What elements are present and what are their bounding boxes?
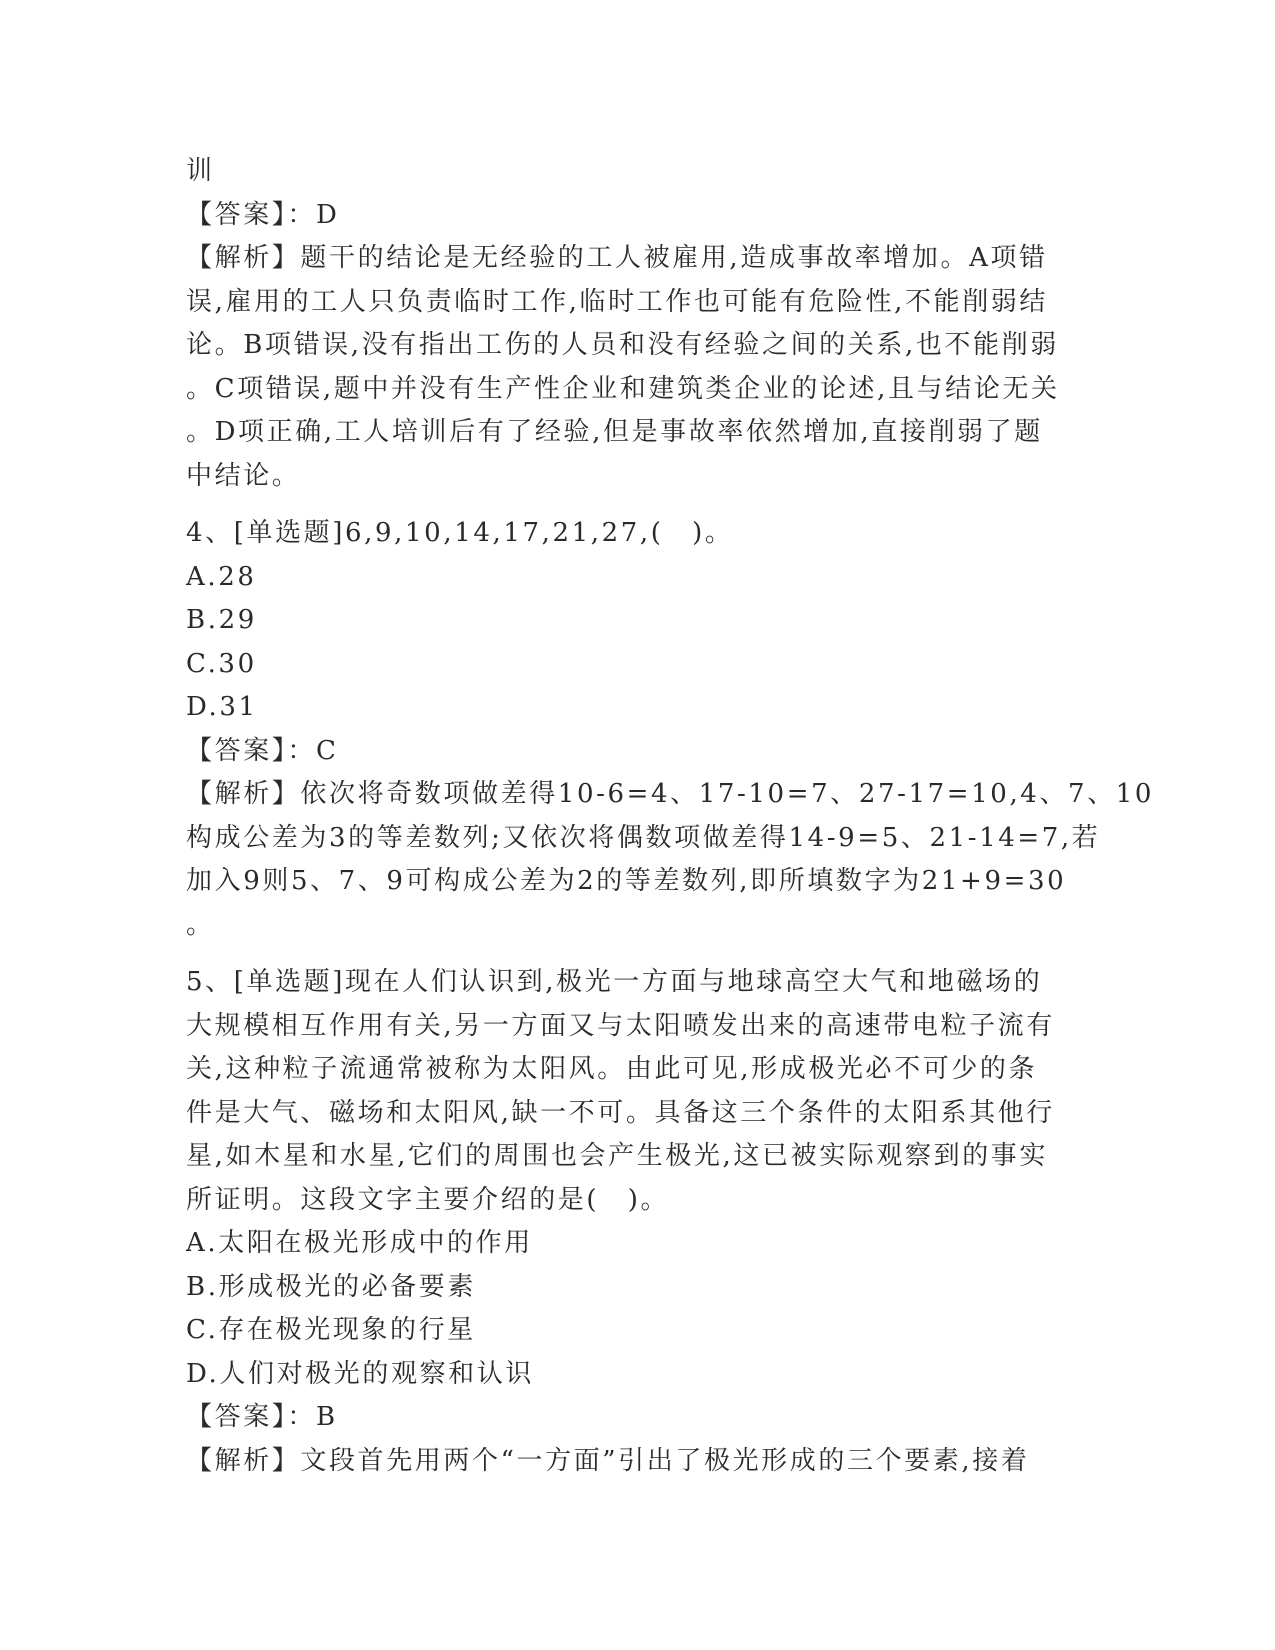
page-content	[186, 150, 1155, 1483]
q4-analysis-line: 构成公差为3的等差数列;又依次将偶数项做差得14-9=5、21-14=7,若	[186, 822, 1101, 853]
q4-answer: 【答案】：C	[186, 735, 339, 766]
q5-stem-line: 5、[单选题]现在人们认识到,极光一方面与地球高空大气和地磁场的	[186, 967, 1043, 997]
q4-analysis-line: 加入9则5、7、9可构成公差为2的等差数列,即所填数字为21+9=30	[186, 866, 1067, 896]
q5-option-c: C.存在极光现象的行星	[186, 1315, 476, 1345]
q3-analysis-line: 中结论。	[186, 460, 301, 491]
q3-analysis-line: 论。B项错误,没有指出工伤的人员和没有经验之间的关系,也不能削弱	[186, 330, 1059, 360]
q3-answer	[186, 194, 1086, 238]
continued-text-line: 训	[186, 156, 215, 186]
q3-analysis-line: 误,雇用的工人只负责临时工作,临时工作也可能有危险性,不能削弱结	[186, 286, 1048, 317]
q4-option-b: B.29	[186, 605, 257, 635]
q5-stem-line: 星,如木星和水星,它们的周围也会产生极光,这已被实际观察到的事实	[186, 1141, 1048, 1171]
q4-stem: 4、[单选题]6,9,10,14,17,21,27,( )。	[186, 518, 734, 548]
q5-analysis-line: 【解析】文段首先用两个“一方面”引出了极光形成的三个要素,接着	[186, 1445, 1030, 1476]
q5-answer: 【答案】：B	[186, 1402, 338, 1432]
q5-stem-line: 件是大气、磁场和太阳风,缺一不可。具备这三个条件的太阳系其他行	[186, 1097, 1055, 1128]
answer-value: ：D	[287, 199, 340, 230]
spacer	[186, 947, 1086, 961]
q5-stem-line: 大规模相互作用有关,另一方面又与太阳喷发出来的高速带电粒子流有	[186, 1010, 1055, 1041]
q5-option-b: B.形成极光的必备要素	[186, 1271, 476, 1302]
q4-option-d: D.31	[186, 692, 258, 722]
answer-label: 【答案】	[186, 199, 288, 230]
spacer	[186, 498, 1086, 512]
q4-option-c: C.30	[186, 648, 257, 679]
q3-analysis-line: 。D项正确,工人培训后有了经验,但是事故率依然增加,直接削弱了题	[186, 417, 1043, 447]
q5-option-d: D.人们对极光的观察和认识	[186, 1358, 534, 1389]
q4-analysis-line: 【解析】依次将奇数项做差得10-6=4、17-10=7、27-17=10,4、7、10	[186, 779, 1155, 809]
q4-option-a: A.28	[186, 561, 257, 592]
q3-analysis-line: 。C项错误,题中并没有生产性企业和建筑类企业的论述,且与结论无关	[186, 373, 1060, 404]
q5-option-a: A.太阳在极光形成中的作用	[186, 1228, 533, 1258]
q5-stem-line: 关,这种粒子流通常被称为太阳风。由此可见,形成极光必不可少的条	[186, 1054, 1038, 1084]
q4-analysis-line: 。	[186, 909, 215, 940]
q3-analysis-line: 【解析】题干的结论是无经验的工人被雇用,造成事故率增加。A项错	[186, 243, 1048, 273]
q5-stem-line: 所证明。这段文字主要介绍的是( )。	[186, 1184, 670, 1215]
